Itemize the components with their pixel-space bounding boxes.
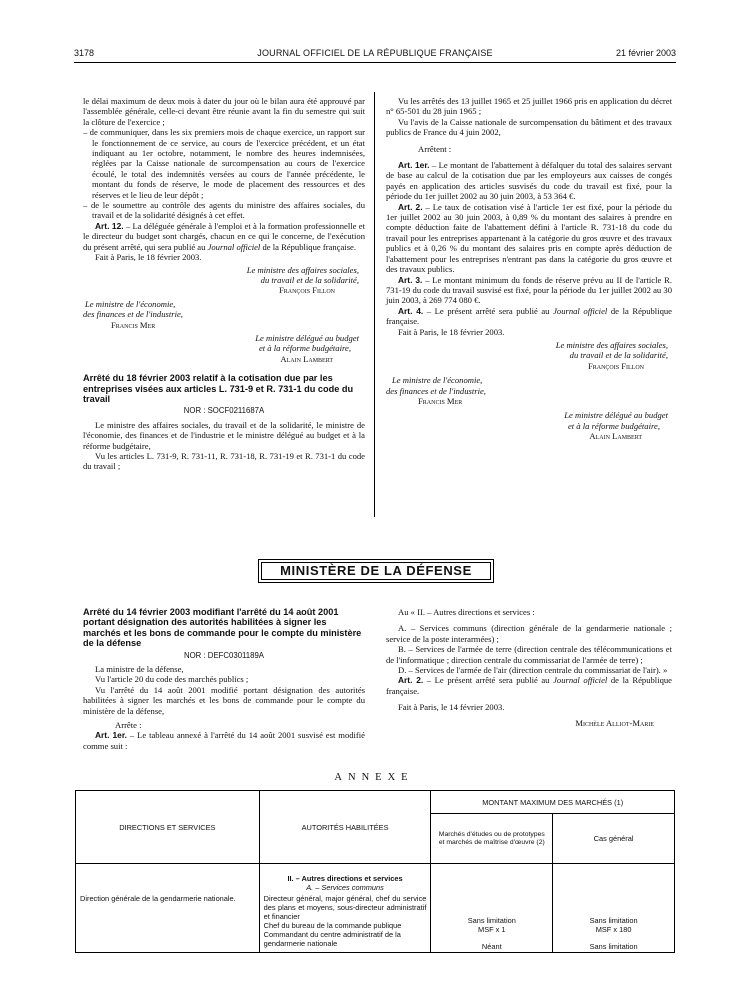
article-1 (83, 730, 365, 751)
article-text: – Le présent arrêté sera publié au (423, 305, 554, 316)
ministry-heading-box (258, 559, 494, 583)
signature-block (83, 299, 365, 330)
signature-block (386, 340, 672, 371)
signed-at: Fait à Paris, le 18 février 2003. (95, 252, 202, 263)
authority-item: Chef du bureau de la commande publique (263, 921, 402, 930)
signature-block (386, 375, 672, 406)
signed-at: Fait à Paris, le 14 février 2003. (398, 702, 505, 713)
annexe-title: ANNEXE (334, 772, 414, 783)
article-label: Art. 4. (398, 305, 424, 316)
general-cell (553, 864, 675, 953)
decree-title: Arrêté du 14 février 2003 modifiant l'arrêté du 14 août 2001 portant désignation des autorités habilitées à signer les marchés et les bons de commande pour le compte du ministère de la défense (83, 607, 362, 649)
article-text: – Le montant minimum du fonds de réserve prévu au II de l'article R. 731-19 du code du travail susvisé est fixé, pour la période du 1er juillet 2002 au 30 juin 2003, à 269 774 080 €. (386, 274, 672, 306)
journal-ref: Journal officiel (207, 241, 261, 252)
article-label: Art. 2. (398, 201, 423, 212)
header-general: Cas général (553, 814, 675, 864)
defense-left-column (83, 607, 365, 751)
article-label: Art. 1er. (398, 160, 430, 171)
decree-title: Arrêté du 18 février 2003 relatif à la cotisation due par les entreprises visées aux articles L. 731-9 et R. 731-1 du code du travail (83, 373, 354, 404)
signature-name: Alain Lambert (280, 353, 333, 364)
article-label: Art. 2. (398, 675, 424, 686)
ministry-heading: MINISTÈRE DE LA DÉFENSE (261, 562, 491, 580)
article-text-end: de la République française. (260, 241, 356, 252)
signature-title: du travail et de la solidarité, (569, 350, 668, 361)
paragraph: Vu l'avis de la Caisse nationale de surcompensation du bâtiment et des travaux publics de France du 4 juin 2002, (386, 116, 672, 138)
arretent: Arrêtent : (418, 143, 452, 154)
paragraph: Vu les arrêtés des 13 juillet 1965 et 25 juillet 1966 pris en application du décret n° 65-501 du 28 juin 1965 ; (386, 96, 672, 117)
value: Sans limitation (589, 916, 638, 925)
paragraph: B. – Services de l'armée de terre (direction centrale des télécommunications et de l'informatique ; direction centrale du commissariat de l'armée de terre) ; (386, 644, 672, 665)
signature-name: François Fillon (278, 285, 335, 296)
value: MSF x 1 (478, 925, 506, 934)
paragraph: Le ministre des affaires sociales, du travail et de la solidarité, le ministre de l'économie, des finances et de l'industrie et le ministre délégué au budget et à la réforme budgétaire, (83, 419, 365, 451)
article-label: Art. 12. (95, 220, 124, 231)
article-text: – Le taux de cotisation visé à l'article 1er est fixé, pour la période du 1er juillet 2002 au 30 juin 2003, à 0,89 % du montant des salaires à prendre en compte déduction faite de l'abattement défini à l'article R. 731-18 du code du travail pour les entreprises appartenant à la catégorie du gros œuvre et des travaux publics et à 0,26 % du montant des salaires pris en compte après déduction de l'abattement pour les entreprises n'entrant pas dans la catégorie du gros œuvre et des travaux publics. (386, 201, 672, 275)
page-number: 3178 (74, 48, 95, 58)
table-header-row (76, 791, 675, 814)
page-header (74, 48, 676, 62)
signature-name: Francis Mer (111, 319, 156, 330)
value: Sans limitation (589, 942, 638, 951)
authority-item: Directeur général, major général, chef du service des plans et moyens, sous-directeur administratif et financier (263, 894, 427, 921)
arrete: Arrête : (115, 720, 142, 731)
signature-name: Alain Lambert (589, 431, 642, 442)
article-text: – Le présent arrêté sera publié au (423, 675, 554, 686)
table-row (76, 864, 675, 953)
value: Néant (481, 942, 502, 951)
signed-at: Fait à Paris, le 18 février 2003. (398, 326, 505, 337)
article-12 (83, 221, 365, 252)
article-1 (386, 160, 672, 202)
signature-title: Le ministre des affaires sociales, (246, 264, 359, 275)
left-column (83, 96, 365, 472)
paragraph: le délai maximum de deux mois à dater du jour où le bilan aura été approuvé par l'assemblée générale, celle-ci devant être réunie avant la fin du semestre qui suit la clôture de l'exercice ; (83, 96, 365, 127)
list-item: – de communiquer, dans les six premiers mois de chaque exercice, un rapport sur le fonctionnement de ce service, au cours de l'exercice précédent, et un état indiquant au 1er octobre, notamment, le nombre des heures indemnisées, réglées par la Caisse nationale de surcompensation au cours de l'exercice écoulé, le total des indemnités versées au cours de l'année précédente, le montant du fonds de réserve, le mode de placement des ressources et des réserves et le lieu de leur dépôt ; (83, 127, 365, 200)
autorites-cell (259, 864, 431, 953)
paragraph: D. – Services de l'armée de l'air (direction centrale du commissariat de l'air). » (398, 665, 668, 676)
paragraph: Vu les articles L. 731-9, R. 731-11, R. 731-18, R. 731-19 et R. 731-1 du code du travail ; (83, 451, 365, 472)
signature-title: et à la réforme budgétaire, (258, 343, 351, 354)
issue-date: 21 février 2003 (615, 48, 676, 58)
nor-reference: NOR : DEFC0301189A (183, 650, 265, 660)
article-text: – Le montant de l'abattement à défalquer du total des salaires servant de base au calcul de la cotisation due par les employeurs aux caisses de congés payés en application des articles susvisés du code du travail est fixé, pour la période du 1er juillet 2002 au 30 juin 2003, à 53 364 €. (386, 160, 672, 202)
annexe-table (75, 790, 675, 953)
right-column (386, 96, 672, 442)
signature-title: Le ministre délégué au budget (255, 332, 359, 343)
value: MSF x 180 (595, 925, 632, 934)
paragraph: Au « II. – Autres directions et services : (398, 607, 535, 617)
nor-reference: NOR : SOCF0211687A (183, 406, 265, 416)
signature-block (83, 265, 365, 296)
signature-block (386, 718, 672, 728)
signature-name: François Fillon (587, 360, 644, 371)
signature-title: Le ministre délégué au budget (564, 410, 668, 421)
etudes-cell (431, 864, 553, 953)
header-autorites: AUTORITÉS HABILITÉES (259, 791, 431, 864)
header-etudes: Marchés d'études ou de prototypes et marchés de maîtrise d'œuvre (2) (431, 814, 553, 864)
signature-title: Le ministre des affaires sociales, (555, 339, 668, 350)
list-item: – de le soumettre au contrôle des agents du ministre des affaires sociales, du travail et de la solidarité désignés à cet effet. (83, 200, 365, 221)
signature-title: et à la réforme budgétaire, (567, 420, 660, 431)
journal-ref: Journal officiel (553, 305, 608, 316)
defense-right-column (386, 607, 672, 728)
direction-name: Direction générale de la gendarmerie nationale. (80, 894, 236, 903)
value: Sans limitation (467, 916, 516, 925)
column-divider (374, 92, 375, 517)
paragraph: La ministre de la défense, (95, 664, 184, 675)
signature-title: des finances et de l'industrie, (386, 385, 486, 396)
signature-title: du travail et de la solidarité, (260, 274, 359, 285)
signature-name: Michèle Alliot-Marie (575, 717, 654, 728)
journal-title: JOURNAL OFFICIEL DE LA RÉPUBLIQUE FRANÇAISE (257, 48, 493, 58)
article-text-end: de la République française. (386, 675, 672, 696)
header-montant: MONTANT MAXIMUM DES MARCHÉS (1) (431, 791, 675, 814)
section-title: II. – Autres directions et services (287, 874, 403, 883)
article-3 (386, 275, 672, 306)
paragraph: Vu l'article 20 du code des marchés publics ; (95, 674, 249, 685)
article-text-end: de la République française. (386, 305, 672, 327)
section-subtitle: A. – Services communs (306, 883, 384, 892)
signature-block (83, 333, 365, 364)
article-label: Art. 3. (398, 274, 423, 285)
signature-title: Le ministre de l'économie, (85, 298, 176, 309)
paragraph: A. – Services communs (direction générale de la gendarmerie nationale ; service de la poste interarmées) ; (386, 623, 672, 644)
signature-name: Francis Mer (418, 395, 463, 406)
journal-ref: Journal officiel (553, 675, 608, 686)
signature-title: des finances et de l'industrie, (83, 309, 183, 320)
header-directions: DIRECTIONS ET SERVICES (76, 791, 260, 864)
article-4 (386, 306, 672, 327)
signature-block (386, 410, 672, 441)
article-2 (386, 202, 672, 275)
article-text: – La déléguée générale à l'emploi et à la formation professionnelle et le directeur du budget sont chargés, chacun en ce qui le concerne, de l'exécution du présent arrêté, qui sera publié au (83, 220, 365, 252)
header-rule (74, 62, 676, 63)
article-label: Art. 1er. (95, 730, 127, 741)
authority-item: Commandant du centre administratif de la gendarmerie nationale (263, 930, 401, 948)
article-2 (386, 675, 672, 696)
signature-title: Le ministre de l'économie, (392, 375, 483, 386)
paragraph: Vu l'arrêté du 14 août 2001 modifié portant désignation des autorités habilitées à signer les marchés et les bons de commande pour le compte du ministère de la défense, (83, 684, 365, 716)
direction-cell (76, 864, 260, 953)
article-text: – Le tableau annexé à l'arrêté du 14 août 2001 susvisé est modifié comme suit : (83, 730, 365, 751)
